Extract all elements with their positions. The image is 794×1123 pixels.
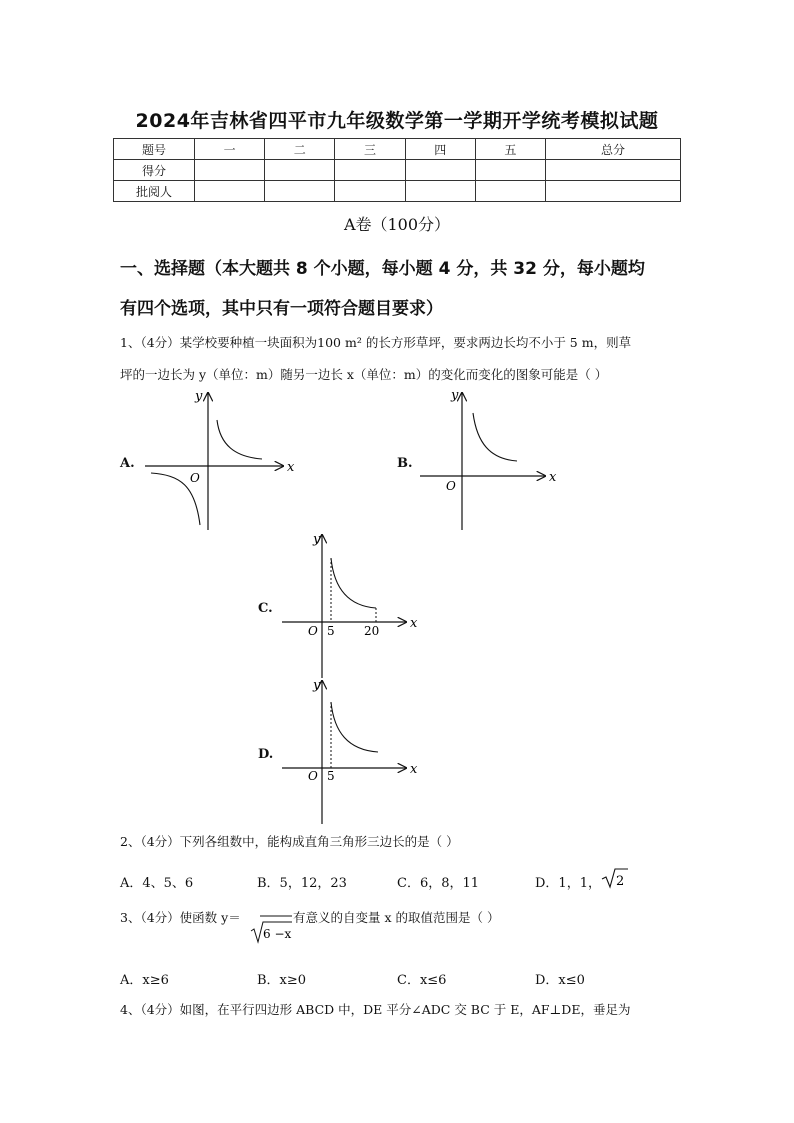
score-header-cell: 四 bbox=[405, 139, 475, 160]
q2-option-c: C．6，8，11 bbox=[397, 876, 480, 891]
score-cell bbox=[475, 160, 545, 181]
question-3-stem-suffix: 有意义的自变量 x 的取值范围是（ ） bbox=[293, 910, 500, 925]
question-1-line1: 1、（4分）某学校要种植一块面积为100 m² 的长方形草坪，要求两边长均不小于 5 m，则草 bbox=[120, 335, 632, 350]
reviewer-row bbox=[114, 181, 681, 202]
q2-option-b: B．5，12，23 bbox=[257, 876, 347, 891]
q2-option-d: D．1，1， bbox=[535, 876, 601, 891]
reviewer-cell bbox=[335, 181, 405, 202]
q3-option-d: D．x≤0 bbox=[535, 973, 585, 988]
q1-option-c-label: C. bbox=[258, 601, 273, 616]
hyperbola-segment bbox=[331, 558, 376, 608]
reviewer-cell bbox=[265, 181, 335, 202]
origin-label: O bbox=[308, 624, 318, 638]
q1-option-d-label: D. bbox=[258, 747, 274, 762]
sqrt-radicand: 2 bbox=[616, 874, 625, 889]
origin-label: O bbox=[308, 769, 318, 783]
volume-title: A卷（100分） bbox=[343, 215, 451, 234]
score-header-cell: 题号 bbox=[114, 139, 195, 160]
score-header-cell: 一 bbox=[195, 139, 265, 160]
score-row bbox=[114, 160, 681, 181]
fraction-expression bbox=[250, 908, 294, 946]
score-cell bbox=[546, 160, 681, 181]
reviewer-cell bbox=[546, 181, 681, 202]
question-1-line2: 坪的一边长为 y（单位：m）随另一边长 x（单位：m）的变化而变化的图象可能是（ ） bbox=[120, 367, 608, 382]
sqrt-expression: 6 −x bbox=[263, 927, 292, 941]
q1-graph-c bbox=[278, 530, 428, 680]
x-axis-label: x bbox=[410, 762, 418, 777]
hyperbola-branch-q1 bbox=[217, 420, 262, 459]
q1-graph-b bbox=[415, 385, 565, 535]
x-axis-label: x bbox=[287, 460, 295, 475]
score-cell bbox=[335, 160, 405, 181]
y-axis-label: y bbox=[313, 532, 321, 547]
score-header-cell: 五 bbox=[475, 139, 545, 160]
q2-option-a: A．4、5、6 bbox=[120, 876, 194, 891]
y-axis-label: y bbox=[195, 389, 203, 404]
score-cell bbox=[405, 160, 475, 181]
question-2-stem: 2、（4分）下列各组数中，能构成直角三角形三边长的是（ ） bbox=[120, 834, 459, 849]
question-3-stem-prefix: 3、（4分）使函数 y＝ bbox=[120, 910, 241, 925]
section-heading-line2: 有四个选项，其中只有一项符合题目要求） bbox=[120, 299, 443, 319]
reviewer-cell bbox=[195, 181, 265, 202]
section-heading-line1: 一、选择题（本大题共 8 个小题，每小题 4 分，共 32 分，每小题均 bbox=[120, 259, 645, 279]
score-cell bbox=[195, 160, 265, 181]
tick-label-5: 5 bbox=[327, 624, 335, 638]
y-axis-label: y bbox=[313, 678, 321, 693]
origin-label: O bbox=[190, 471, 200, 485]
q1-option-a-label: A. bbox=[120, 456, 135, 471]
reviewer-cell bbox=[475, 181, 545, 202]
x-axis-label: x bbox=[549, 470, 557, 485]
score-header-cell: 二 bbox=[265, 139, 335, 160]
q1-graph-a bbox=[140, 385, 310, 535]
q1-graph-d bbox=[278, 676, 428, 826]
score-row-label: 得分 bbox=[114, 160, 195, 181]
q3-option-b: B．x≥0 bbox=[257, 973, 307, 988]
score-cell bbox=[265, 160, 335, 181]
score-table bbox=[113, 138, 681, 202]
tick-label-20: 20 bbox=[364, 624, 380, 638]
sqrt-two-expression bbox=[600, 866, 630, 890]
score-table-header-row bbox=[114, 139, 681, 160]
score-header-cell: 三 bbox=[335, 139, 405, 160]
page-title: 2024年吉林省四平市九年级数学第一学期开学统考模拟试题 bbox=[135, 110, 659, 132]
tick-label-5: 5 bbox=[327, 769, 335, 783]
question-4-stem: 4、（4分）如图，在平行四边形 ABCD 中，DE 平分∠ADC 交 BC 于 E，AF⊥DE，垂足为 bbox=[120, 1002, 631, 1017]
q3-option-c: C．x≤6 bbox=[397, 973, 447, 988]
x-axis-label: x bbox=[410, 616, 418, 631]
y-axis-label: y bbox=[451, 388, 459, 403]
reviewer-row-label: 批阅人 bbox=[114, 181, 195, 202]
reviewer-cell bbox=[405, 181, 475, 202]
q3-option-a: A．x≥6 bbox=[120, 973, 169, 988]
hyperbola-segment bbox=[331, 702, 378, 752]
hyperbola-branch bbox=[473, 413, 517, 461]
q1-option-b-label: B. bbox=[397, 456, 413, 471]
score-header-cell: 总分 bbox=[546, 139, 681, 160]
origin-label: O bbox=[446, 479, 456, 493]
